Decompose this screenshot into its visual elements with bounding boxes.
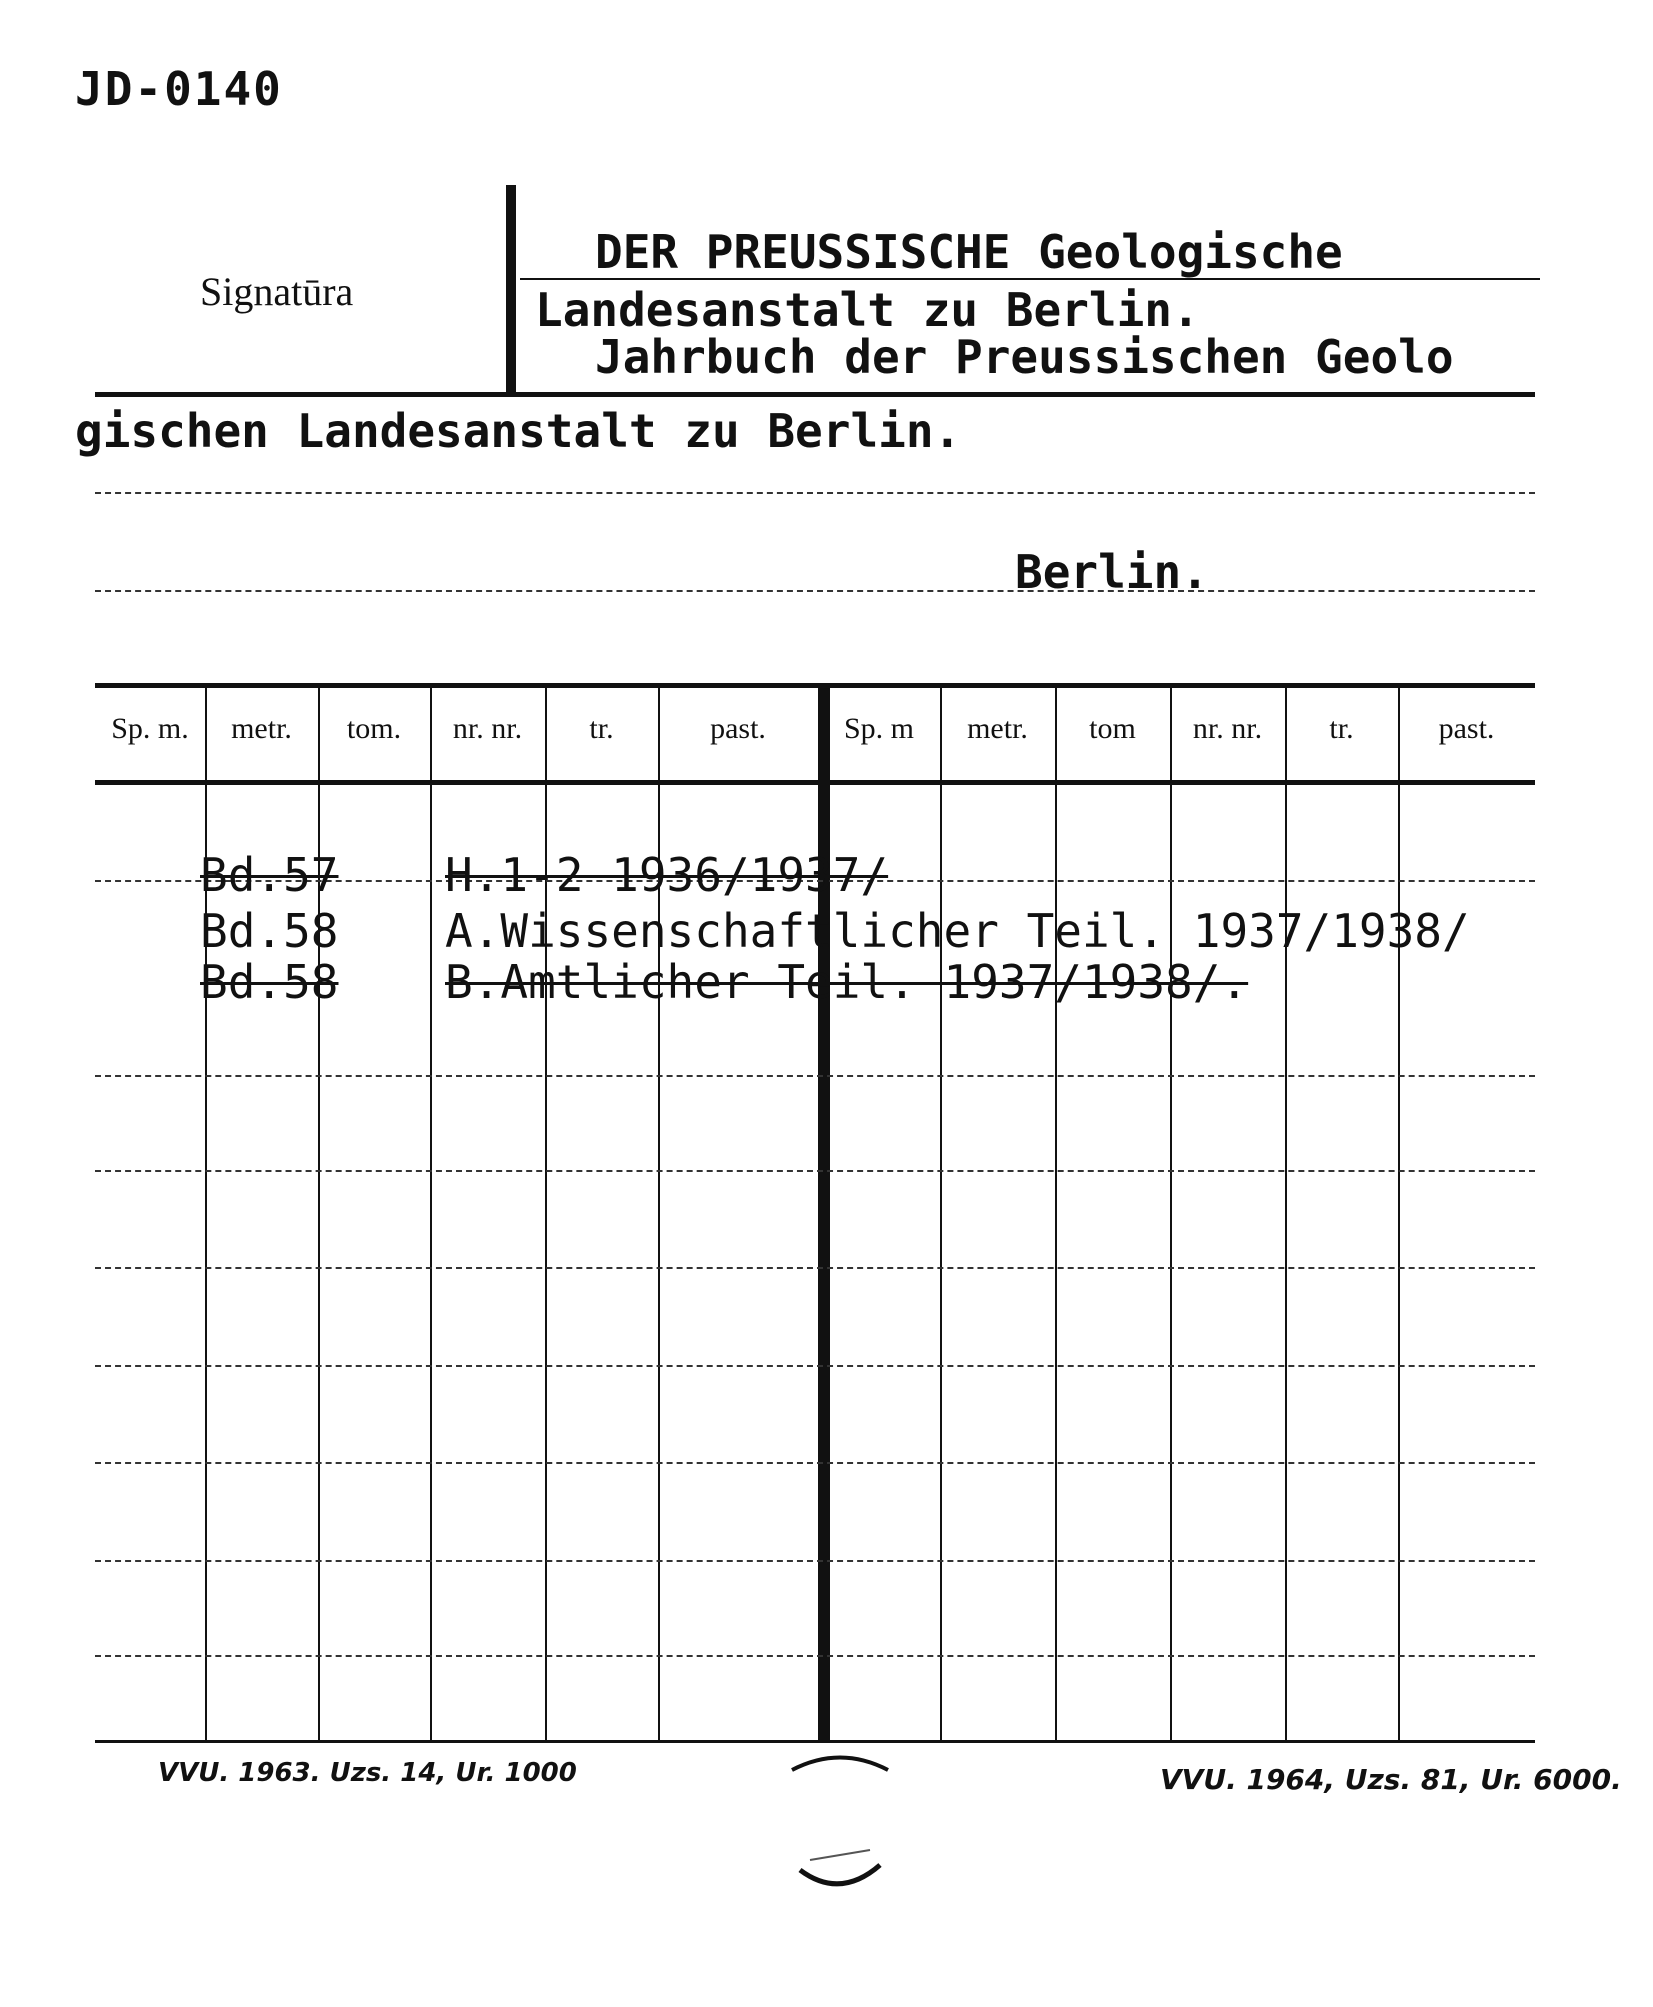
- column-header: nr. nr.: [452, 712, 523, 745]
- table-header-rule: [95, 780, 1535, 785]
- entry-1-volume: Bd.57: [200, 848, 339, 902]
- column-line: [940, 688, 942, 1740]
- title-line-2: Landesanstalt zu Berlin.: [535, 283, 1200, 337]
- footer-note-right: VVU. 1964, Uzs. 81, Ur. 6000.: [1160, 1763, 1622, 1796]
- card-id: JD-0140: [75, 62, 283, 116]
- entry-2-text: A.Wissenschaftlicher Teil. 1937/1938/: [445, 904, 1470, 958]
- column-header: past.: [1438, 712, 1495, 745]
- column-header: metr.: [231, 712, 292, 745]
- table-bottom-rule: [95, 1740, 1535, 1743]
- entry-2-volume: Bd.58: [200, 904, 339, 958]
- row-line: [95, 1462, 1535, 1464]
- column-header: nr. nr.: [1192, 712, 1263, 745]
- row-line: [95, 1560, 1535, 1562]
- signatura-divider: [506, 185, 516, 395]
- row-line: [95, 1170, 1535, 1172]
- entry-1-text: H.1-2 1936/1937/: [445, 848, 889, 902]
- column-header: tom.: [346, 712, 402, 745]
- column-header: past.: [710, 712, 766, 745]
- column-line: [545, 688, 547, 1740]
- rule-1: [95, 492, 1535, 494]
- signatura-bottom-rule: [95, 392, 1535, 397]
- column-line: [1398, 688, 1400, 1740]
- place: Berlin.: [1015, 545, 1209, 599]
- row-line: [95, 1655, 1535, 1657]
- column-line: [1285, 688, 1287, 1740]
- row-line: [95, 1267, 1535, 1269]
- row-line: [95, 1075, 1535, 1077]
- title-line-3: Jahrbuch der Preussischen Geolo: [595, 330, 1454, 384]
- column-header: tr.: [1329, 712, 1354, 745]
- table-top-rule: [95, 683, 1535, 688]
- column-line: [205, 688, 207, 1740]
- footer-note-left: VVU. 1963. Uzs. 14, Ur. 1000: [158, 1758, 577, 1788]
- column-line: [430, 688, 432, 1740]
- entry-3-text: B.Amtlicher Teil. 1937/1938/.: [445, 955, 1249, 1009]
- column-header: tr.: [589, 712, 614, 745]
- row-line: [95, 1365, 1535, 1367]
- column-header: tom: [1089, 712, 1136, 745]
- title-line-4: gischen Landesanstalt zu Berlin.: [75, 404, 962, 458]
- title-line-1: DER PREUSSISCHE Geologische: [595, 225, 1343, 279]
- column-line: [318, 688, 320, 1740]
- column-header: metr.: [967, 712, 1028, 745]
- table-center-divider: [818, 683, 830, 1740]
- column-line: [1055, 688, 1057, 1740]
- column-header: Sp. m.: [111, 712, 189, 745]
- entry-3-volume: Bd.58: [200, 955, 339, 1009]
- rule-2: [95, 590, 1535, 592]
- signatura-label: Signatūra: [200, 269, 354, 314]
- column-line: [1170, 688, 1172, 1740]
- column-line: [658, 688, 660, 1740]
- punch-hole-mark: [780, 1750, 900, 1890]
- column-header: Sp. m: [843, 712, 915, 745]
